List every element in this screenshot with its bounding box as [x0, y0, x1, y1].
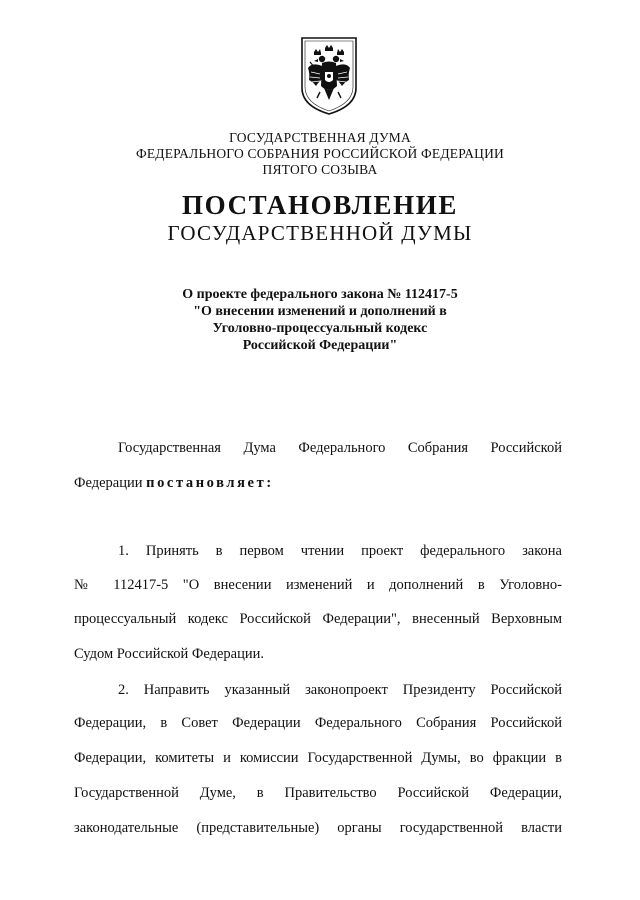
subject-line-3: Уголовно-процессуальный кодекс — [212, 321, 428, 336]
clause-1-line-1: 1. Принять в первом чтении проект федерального закона — [118, 543, 562, 559]
document-issuer-subtitle: ГОСУДАРСТВЕННОЙ ДУМЫ — [167, 221, 473, 245]
document-type-title: ПОСТАНОВЛЕНИЕ — [182, 190, 458, 220]
clause-1-line-4: Судом Российской Федерации. — [74, 646, 264, 662]
org-line-2: ФЕДЕРАЛЬНОГО СОБРАНИЯ РОССИЙСКОЙ ФЕДЕРАЦИИ — [136, 146, 504, 161]
subject-line-4: Российской Федерации" — [242, 338, 398, 353]
resolution-verb: постановляет: — [146, 475, 274, 491]
clause-1-line-2: № 112417-5 "О внесении изменений и дополнений в Уголовно- — [74, 577, 562, 593]
clause-1-line-3: процессуальный кодекс Российской Федерации", внесенный Верховным — [74, 611, 562, 627]
org-line-1: ГОСУДАРСТВЕННАЯ ДУМА — [229, 130, 411, 145]
clause-2-line-4: Государственной Думе, в Правительство Российской Федерации, — [74, 785, 562, 801]
subject-line-2: "О внесении изменений и дополнений в — [193, 304, 447, 319]
preamble-line-1: Государственная Дума Федерального Собрания Российской — [118, 440, 562, 456]
issuing-organization — [0, 130, 640, 178]
document-subject — [0, 286, 640, 354]
subject-line-1: О проекте федерального закона № 112417-5 — [182, 287, 458, 302]
coat-of-arms-emblem — [300, 36, 358, 116]
clause-2-line-2: Федерации, в Совет Федерации Федерального Собрания Российской — [74, 715, 562, 731]
clause-2-line-3: Федерации, комитеты и комиссии Государственной Думы, во фракции в — [74, 750, 562, 766]
preamble-prefix: Федерации — [74, 475, 143, 491]
clause-2-line-5: законодательные (представительные) органы государственной власти — [74, 820, 562, 836]
preamble-line-2 — [74, 473, 562, 493]
org-line-3: ПЯТОГО СОЗЫВА — [262, 162, 378, 177]
clause-2-line-1: 2. Направить указанный законопроект Президенту Российской — [118, 682, 562, 698]
